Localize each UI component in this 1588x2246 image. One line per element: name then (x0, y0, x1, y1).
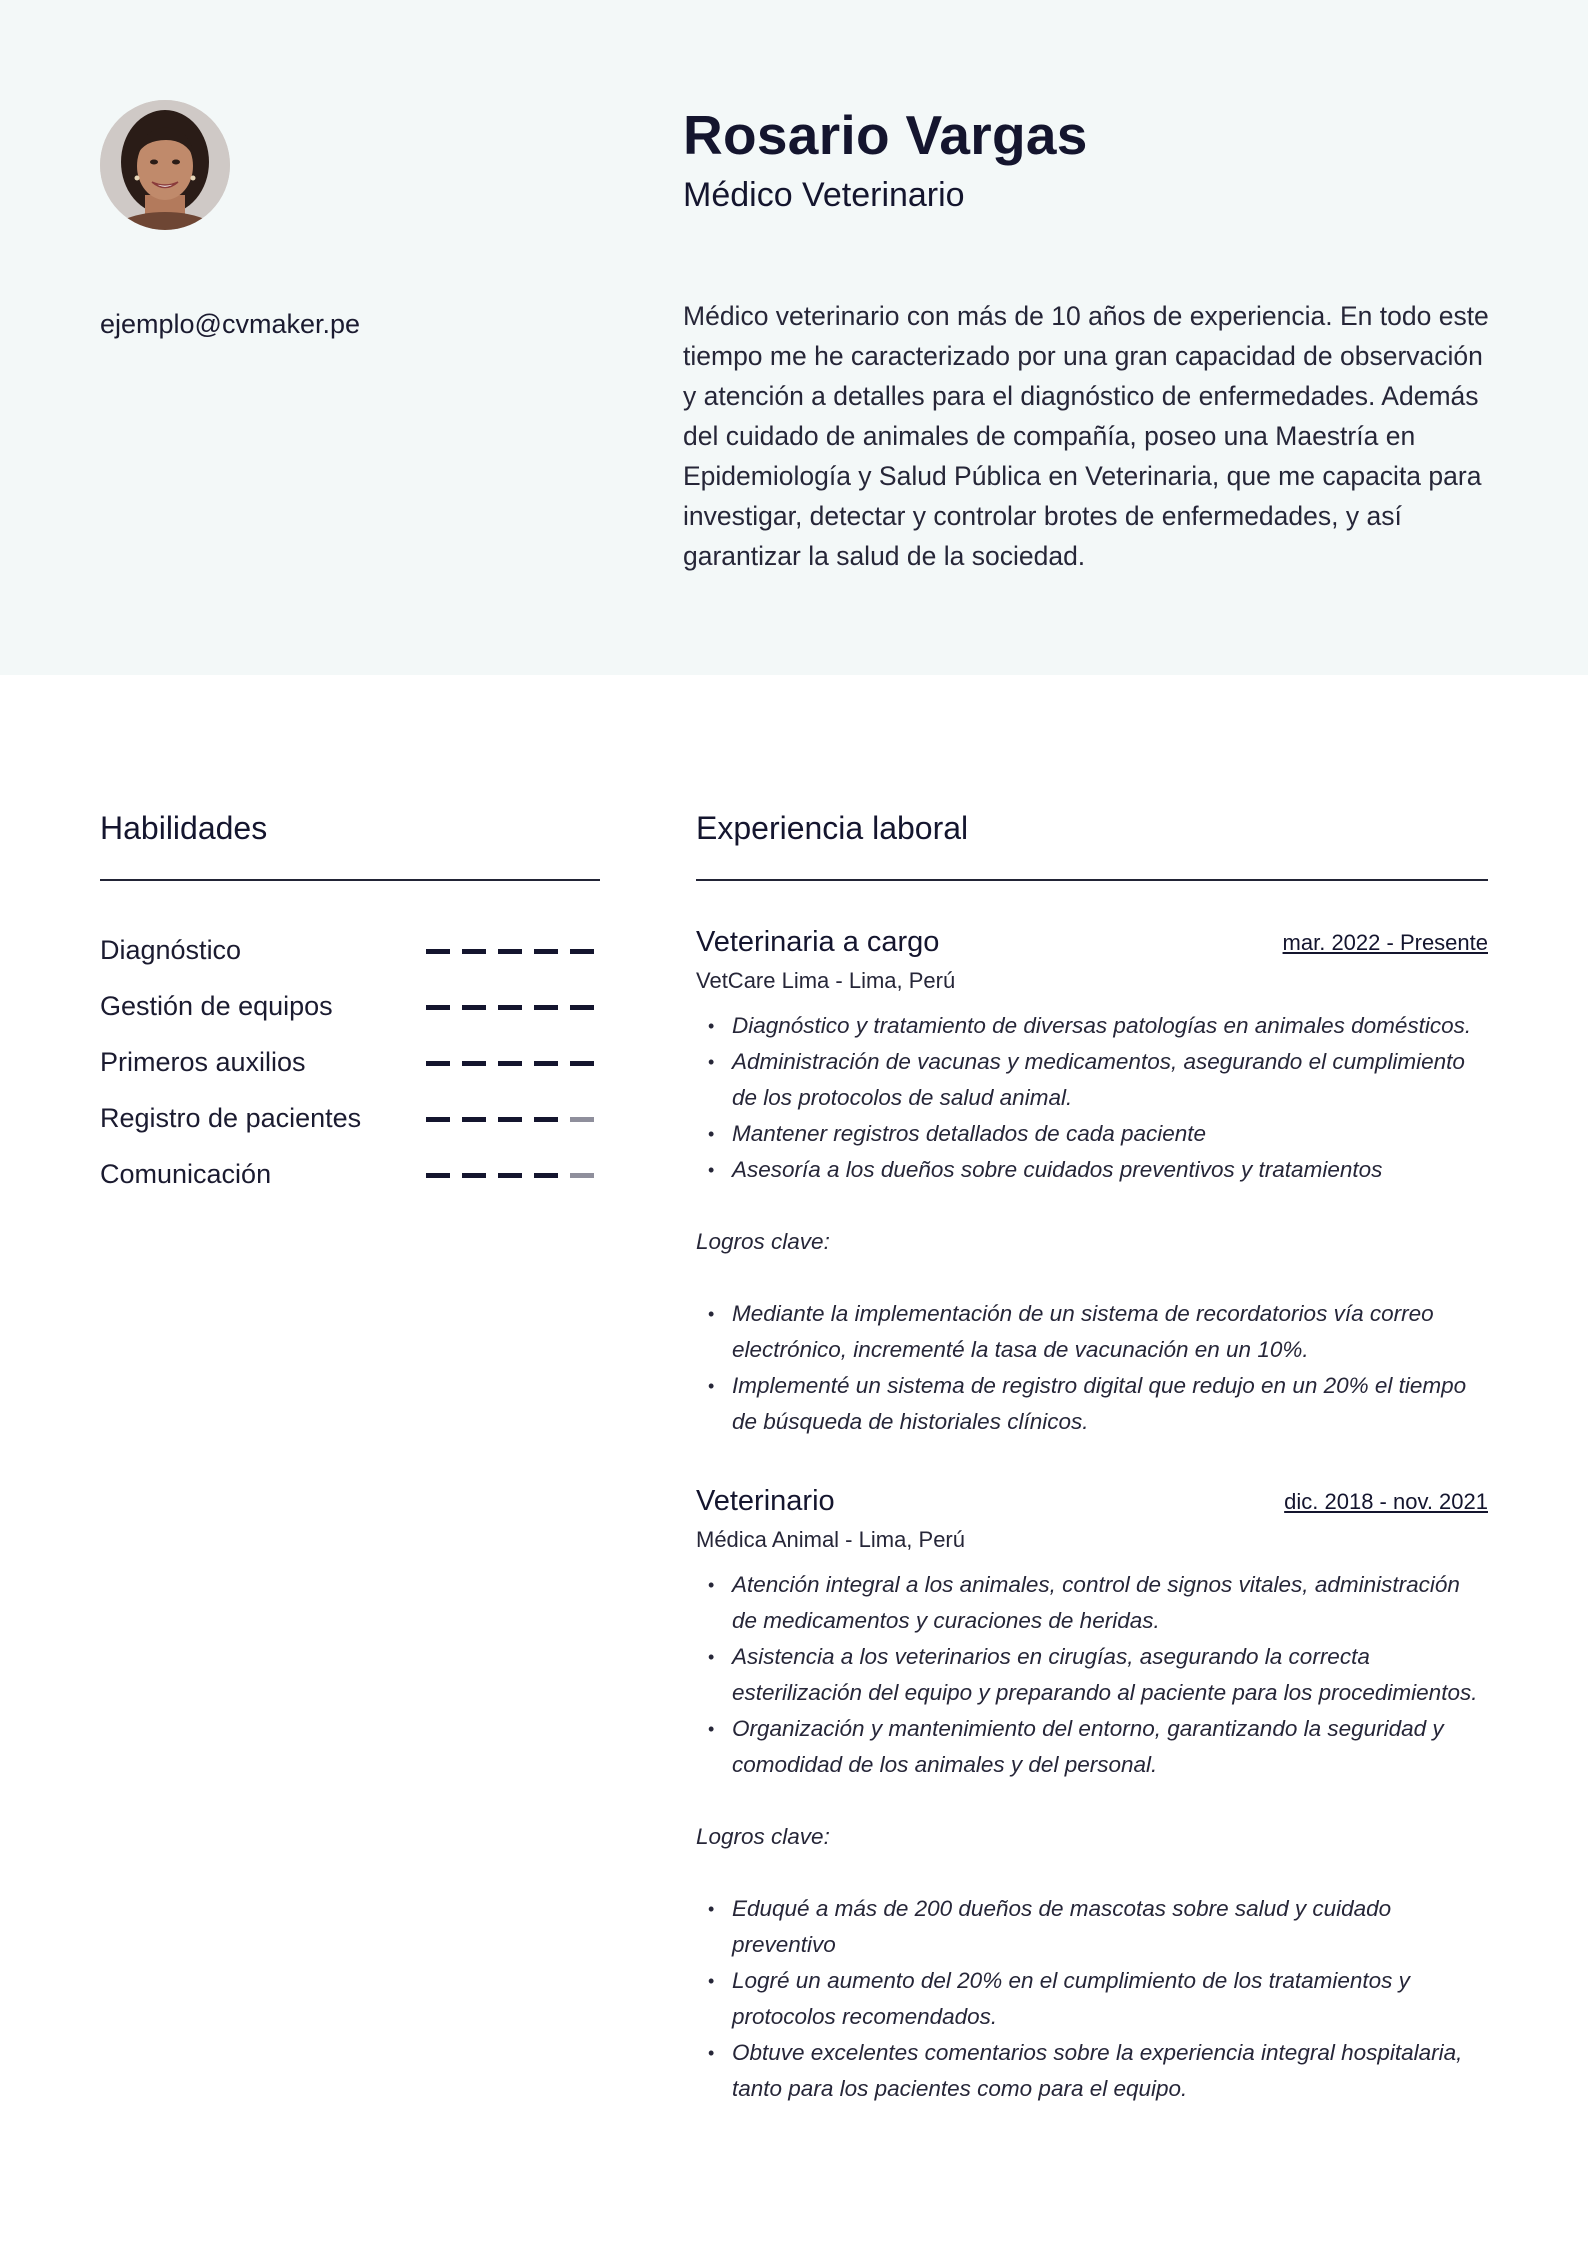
skill-label: Gestión de equipos (100, 991, 333, 1021)
skill-dash-filled (426, 949, 450, 954)
job-entry (696, 922, 1488, 1440)
job-dates: mar. 2022 - Presente (1282, 930, 1488, 955)
header-band (0, 0, 1588, 675)
profile-photo (100, 100, 230, 230)
profile-photo-illustration (100, 100, 230, 230)
duty-item: • Diagnóstico y tratamiento de diversas patologías en animales domésticos. (732, 1008, 1488, 1044)
skill-row (100, 1040, 600, 1096)
skill-row (100, 984, 600, 1040)
skill-row (100, 1096, 600, 1152)
job-achievements (696, 1891, 1488, 2107)
job-achievements (696, 1296, 1488, 1440)
skill-dash-filled (534, 1061, 558, 1066)
skill-dash-filled (426, 1061, 450, 1066)
job-role: Veterinario (696, 1485, 835, 1517)
candidate-name: Rosario Vargas (683, 104, 1088, 166)
achievement-item: • Eduqué a más de 200 dueños de mascotas sobre salud y cuidado preventivo (732, 1891, 1488, 1963)
skill-row (100, 1152, 600, 1208)
skill-dash-filled (462, 1117, 486, 1122)
skill-dash-filled (534, 949, 558, 954)
skill-dash-filled (498, 1061, 522, 1066)
job-company: VetCare Lima - Lima, Perú (696, 968, 956, 993)
skill-label: Registro de pacientes (100, 1103, 362, 1133)
skill-row (100, 928, 600, 984)
duty-item: • Mantener registros detallados de cada paciente (732, 1116, 1488, 1152)
achievements-label: Logros clave: (696, 1824, 830, 1849)
skill-dash-filled (462, 949, 486, 954)
skill-level-meter (426, 949, 596, 955)
duty-item: • Atención integral a los animales, control de signos vitales, administración de medicamentos y curaciones de heridas. (732, 1567, 1488, 1639)
job-company: Médica Animal - Lima, Perú (696, 1527, 965, 1552)
job-dates: dic. 2018 - nov. 2021 (1284, 1489, 1488, 1514)
duty-item: • Organización y mantenimiento del entorno, garantizando la seguridad y comodidad de los animales y del personal. (732, 1711, 1488, 1783)
job-duties (696, 1008, 1488, 1188)
skill-dash-filled (462, 1173, 486, 1178)
skill-dash-filled (426, 1173, 450, 1178)
profile-summary: Médico veterinario con más de 10 años de experiencia. En todo este tiempo me he caracterizado por una gran capacidad de observación y atención a detalles para el diagnóstico de enfermedades. Además del cuidado de animales de compañía, poseo una Maestría en Epidemiología y Salud Pública en Veterinaria, que me capacita para investigar, detectar y controlar brotes de enfermedades, y así garantizar la salud de la sociedad. (683, 301, 1489, 571)
skill-dash-filled (498, 1173, 522, 1178)
skill-dash-filled (570, 949, 594, 954)
skill-dash-filled (570, 1005, 594, 1010)
achievements-label: Logros clave: (696, 1229, 830, 1254)
skills-heading: Habilidades (100, 810, 268, 846)
skill-level-meter (426, 1117, 596, 1123)
skill-dash-filled (462, 1005, 486, 1010)
skill-label: Primeros auxilios (100, 1047, 306, 1077)
skill-label: Diagnóstico (100, 935, 242, 965)
skill-level-meter (426, 1061, 596, 1067)
skill-dash-filled (534, 1173, 558, 1178)
candidate-title: Médico Veterinario (683, 176, 965, 214)
duty-item: • Asesoría a los dueños sobre cuidados preventivos y tratamientos (732, 1152, 1488, 1188)
experience-divider (696, 879, 1488, 881)
skill-dash-filled (570, 1061, 594, 1066)
skill-level-meter (426, 1005, 596, 1011)
skill-dash-filled (426, 1117, 450, 1122)
skill-dash-filled (534, 1117, 558, 1122)
duty-item: • Asistencia a los veterinarios en cirugías, asegurando la correcta esterilización del equipo y preparando al paciente para los procedimientos. (732, 1639, 1488, 1711)
skill-dash-filled (534, 1005, 558, 1010)
skills-divider (100, 879, 600, 881)
skill-dash-filled (462, 1061, 486, 1066)
skills-list (100, 928, 600, 1208)
job-duties (696, 1567, 1488, 1783)
skill-dash-empty (570, 1173, 594, 1178)
contact-email[interactable]: ejemplo@cvmaker.pe (100, 309, 361, 339)
job-role: Veterinaria a cargo (696, 926, 940, 958)
skill-dash-empty (570, 1117, 594, 1122)
duty-item: • Administración de vacunas y medicamentos, asegurando el cumplimiento de los protocolos de salud animal. (732, 1044, 1488, 1116)
skill-dash-filled (498, 1117, 522, 1122)
skill-dash-filled (426, 1005, 450, 1010)
skill-level-meter (426, 1173, 596, 1179)
experience-heading: Experiencia laboral (696, 810, 969, 846)
achievement-item: • Obtuve excelentes comentarios sobre la experiencia integral hospitalaria, tanto para los pacientes como para el equipo. (732, 2035, 1488, 2107)
skill-label: Comunicación (100, 1159, 272, 1189)
skill-dash-filled (498, 1005, 522, 1010)
achievement-item: • Implementé un sistema de registro digital que redujo en un 20% el tiempo de búsqueda de historiales clínicos. (732, 1368, 1488, 1440)
achievement-item: • Mediante la implementación de un sistema de recordatorios vía correo electrónico, incrementé la tasa de vacunación en un 10%. (732, 1296, 1488, 1368)
skill-dash-filled (498, 949, 522, 954)
job-entry (696, 1481, 1488, 2107)
achievement-item: • Logré un aumento del 20% en el cumplimiento de los tratamientos y protocolos recomendados. (732, 1963, 1488, 2035)
